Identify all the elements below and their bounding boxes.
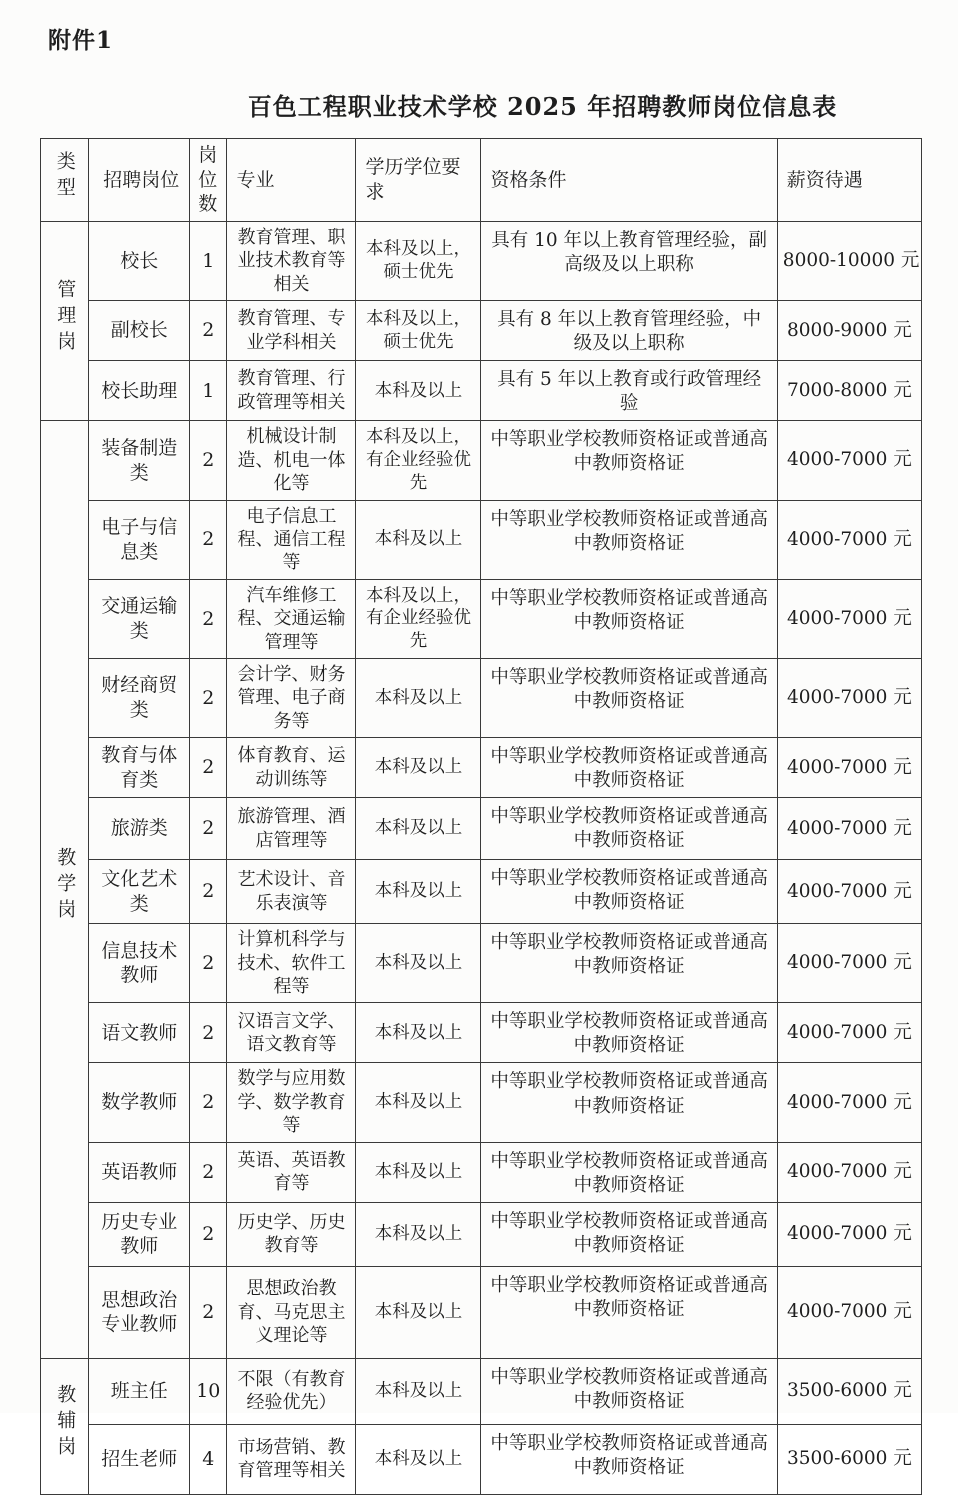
position-cell: 财经商贸类	[89, 658, 190, 737]
table-row	[41, 1358, 922, 1424]
major-cell: 会计学、财务管理、电子商务等	[227, 658, 356, 737]
qualification-cell: 中等职业学校教师资格证或普通高中教师资格证	[481, 738, 777, 798]
qualification-cell: 中等职业学校教师资格证或普通高中教师资格证	[481, 1358, 777, 1424]
header-type	[41, 139, 89, 222]
count-cell: 2	[190, 738, 227, 798]
major-cell: 体育教育、运动训练等	[227, 738, 356, 798]
position-cell: 文化艺术类	[89, 860, 190, 924]
table-row	[41, 798, 922, 860]
qualification-cell: 中等职业学校教师资格证或普通高中教师资格证	[481, 1424, 777, 1494]
position-cell: 电子与信息类	[89, 500, 190, 579]
table-row	[41, 1424, 922, 1494]
major-cell: 不限（有教育经验优先）	[227, 1358, 356, 1424]
count-cell: 2	[190, 1266, 227, 1358]
position-cell: 历史专业教师	[89, 1202, 190, 1266]
position-cell: 语文教师	[89, 1003, 190, 1063]
position-cell: 副校长	[89, 301, 190, 361]
education-cell: 本科及以上，有企业经验优先	[356, 421, 481, 500]
qualification-cell: 具有 5 年以上教育或行政管理经验	[481, 361, 777, 421]
page-title: 百色工程职业技术学校 2025 年招聘教师岗位信息表	[247, 92, 838, 121]
count-cell: 4	[190, 1424, 227, 1494]
education-cell: 本科及以上，硕士优先	[356, 222, 481, 301]
salary-cell: 4000-7000 元	[777, 658, 921, 737]
type-group-cell	[41, 421, 89, 1358]
header-salary: 薪资待遇	[777, 139, 921, 222]
count-cell: 2	[190, 1142, 227, 1202]
position-cell: 英语教师	[89, 1142, 190, 1202]
count-cell: 2	[190, 1063, 227, 1142]
header-type-label: 类型	[53, 150, 76, 203]
count-cell: 2	[190, 301, 227, 361]
qualification-cell: 中等职业学校教师资格证或普通高中教师资格证	[481, 500, 777, 579]
count-cell: 2	[190, 421, 227, 500]
table-row	[41, 738, 922, 798]
position-cell: 装备制造类	[89, 421, 190, 500]
education-cell: 本科及以上	[356, 1358, 481, 1424]
major-cell: 旅游管理、酒店管理等	[227, 798, 356, 860]
major-cell: 计算机科学与技术、软件工程等	[227, 924, 356, 1003]
header-education: 学历学位要求	[356, 139, 481, 222]
count-cell: 2	[190, 924, 227, 1003]
attachment-label: 附件1	[48, 27, 114, 54]
education-cell: 本科及以上	[356, 1424, 481, 1494]
header-qualification: 资格条件	[481, 139, 777, 222]
qualification-cell: 中等职业学校教师资格证或普通高中教师资格证	[481, 658, 777, 737]
major-cell: 数学与应用数学、数学教育等	[227, 1063, 356, 1142]
qualification-cell: 中等职业学校教师资格证或普通高中教师资格证	[481, 798, 777, 860]
count-cell: 2	[190, 500, 227, 579]
table-row	[41, 421, 922, 500]
qualification-cell: 中等职业学校教师资格证或普通高中教师资格证	[481, 860, 777, 924]
major-cell: 机械设计制造、机电一体化等	[227, 421, 356, 500]
salary-cell: 4000-7000 元	[777, 1202, 921, 1266]
type-group-cell	[41, 222, 89, 421]
major-cell: 思想政治教育、马克思主义理论等	[227, 1266, 356, 1358]
salary-cell: 4000-7000 元	[777, 860, 921, 924]
qualification-cell: 中等职业学校教师资格证或普通高中教师资格证	[481, 1266, 777, 1358]
major-cell: 教育管理、行政管理等相关	[227, 361, 356, 421]
salary-cell: 8000-10000 元	[777, 222, 921, 301]
table-row	[41, 301, 922, 361]
position-cell: 交通运输类	[89, 579, 190, 658]
position-cell: 班主任	[89, 1358, 190, 1424]
table-row	[41, 860, 922, 924]
salary-cell: 4000-7000 元	[777, 579, 921, 658]
salary-cell: 3500-6000 元	[777, 1424, 921, 1494]
major-cell: 市场营销、教育管理等相关	[227, 1424, 356, 1494]
table-row	[41, 222, 922, 301]
salary-cell: 4000-7000 元	[777, 798, 921, 860]
education-cell: 本科及以上	[356, 1142, 481, 1202]
qualification-cell: 中等职业学校教师资格证或普通高中教师资格证	[481, 579, 777, 658]
qualification-cell: 中等职业学校教师资格证或普通高中教师资格证	[481, 1003, 777, 1063]
major-cell: 电子信息工程、通信工程等	[227, 500, 356, 579]
qualification-cell: 中等职业学校教师资格证或普通高中教师资格证	[481, 1063, 777, 1142]
salary-cell: 4000-7000 元	[777, 924, 921, 1003]
table-row	[41, 1202, 922, 1266]
salary-cell: 4000-7000 元	[777, 1003, 921, 1063]
education-cell: 本科及以上，有企业经验优先	[356, 579, 481, 658]
table-row	[41, 658, 922, 737]
qualification-cell: 中等职业学校教师资格证或普通高中教师资格证	[481, 1202, 777, 1266]
position-cell: 数学教师	[89, 1063, 190, 1142]
major-cell: 历史学、历史教育等	[227, 1202, 356, 1266]
job-table	[40, 138, 922, 1495]
count-cell: 1	[190, 361, 227, 421]
major-cell: 英语、英语教育等	[227, 1142, 356, 1202]
education-cell: 本科及以上	[356, 1003, 481, 1063]
table-row	[41, 500, 922, 579]
position-cell: 思想政治专业教师	[89, 1266, 190, 1358]
education-cell: 本科及以上	[356, 860, 481, 924]
education-cell: 本科及以上	[356, 798, 481, 860]
education-cell: 本科及以上	[356, 361, 481, 421]
position-cell: 教育与体育类	[89, 738, 190, 798]
count-cell: 2	[190, 860, 227, 924]
qualification-cell: 具有 8 年以上教育管理经验，中级及以上职称	[481, 301, 777, 361]
table-row	[41, 1063, 922, 1142]
salary-cell: 4000-7000 元	[777, 738, 921, 798]
education-cell: 本科及以上	[356, 658, 481, 737]
major-cell: 汉语言文学、语文教育等	[227, 1003, 356, 1063]
major-cell: 教育管理、专业学科相关	[227, 301, 356, 361]
position-cell: 信息技术教师	[89, 924, 190, 1003]
position-cell: 旅游类	[89, 798, 190, 860]
major-cell: 汽车维修工程、交通运输管理等	[227, 579, 356, 658]
count-cell: 2	[190, 1202, 227, 1266]
qualification-cell: 中等职业学校教师资格证或普通高中教师资格证	[481, 421, 777, 500]
count-cell: 2	[190, 579, 227, 658]
position-cell: 招生老师	[89, 1424, 190, 1494]
education-cell: 本科及以上，硕士优先	[356, 301, 481, 361]
header-count: 岗位数	[190, 139, 227, 222]
count-cell: 2	[190, 798, 227, 860]
position-cell: 校长	[89, 222, 190, 301]
education-cell: 本科及以上	[356, 924, 481, 1003]
qualification-cell: 中等职业学校教师资格证或普通高中教师资格证	[481, 924, 777, 1003]
major-cell: 艺术设计、音乐表演等	[227, 860, 356, 924]
header-major: 专业	[227, 139, 356, 222]
salary-cell: 8000-9000 元	[777, 301, 921, 361]
table-row	[41, 1266, 922, 1358]
education-cell: 本科及以上	[356, 500, 481, 579]
type-group-label: 管理岗	[54, 278, 77, 357]
count-cell: 10	[190, 1358, 227, 1424]
salary-cell: 4000-7000 元	[777, 500, 921, 579]
qualification-cell: 中等职业学校教师资格证或普通高中教师资格证	[481, 1142, 777, 1202]
salary-cell: 4000-7000 元	[777, 1142, 921, 1202]
salary-cell: 4000-7000 元	[777, 1063, 921, 1142]
table-row	[41, 579, 922, 658]
type-group-cell	[41, 1358, 89, 1494]
table-row	[41, 361, 922, 421]
table-body	[41, 222, 922, 1495]
education-cell: 本科及以上	[356, 1063, 481, 1142]
education-cell: 本科及以上	[356, 1202, 481, 1266]
salary-cell: 3500-6000 元	[777, 1358, 921, 1424]
education-cell: 本科及以上	[356, 738, 481, 798]
count-cell: 2	[190, 658, 227, 737]
qualification-cell: 具有 10 年以上教育管理经验，副高级及以上职称	[481, 222, 777, 301]
salary-cell: 4000-7000 元	[777, 421, 921, 500]
count-cell: 1	[190, 222, 227, 301]
major-cell: 教育管理、职业技术教育等相关	[227, 222, 356, 301]
salary-cell: 4000-7000 元	[777, 1266, 921, 1358]
table-row	[41, 1003, 922, 1063]
type-group-label: 教学岗	[54, 847, 77, 926]
table-header	[41, 139, 922, 222]
type-group-label: 教辅岗	[54, 1383, 77, 1462]
count-cell: 2	[190, 1003, 227, 1063]
header-position: 招聘岗位	[89, 139, 190, 222]
header-row	[41, 139, 922, 222]
table-row	[41, 924, 922, 1003]
salary-cell: 7000-8000 元	[777, 361, 921, 421]
education-cell: 本科及以上	[356, 1266, 481, 1358]
table-row	[41, 1142, 922, 1202]
position-cell: 校长助理	[89, 361, 190, 421]
